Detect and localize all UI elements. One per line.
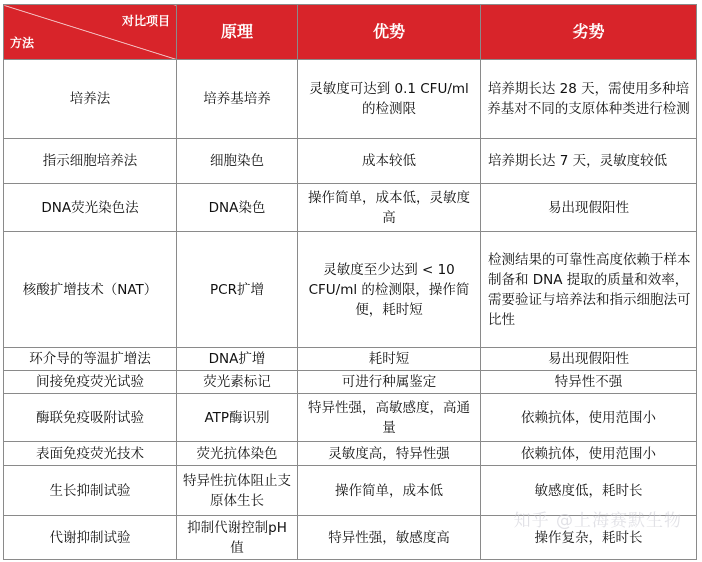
corner-method-label: 方法 xyxy=(10,36,35,50)
table-row xyxy=(4,516,697,560)
watermark-text: 知乎 @上海赛默生物 xyxy=(513,511,682,531)
principle-cell: 荧光抗体染色 xyxy=(177,442,298,466)
advantage-cell: 耗时短 xyxy=(298,348,481,371)
advantage-cell: 灵敏度高，特异性强 xyxy=(298,442,481,466)
method-cell: 代谢抑制试验 xyxy=(4,516,177,560)
principle-cell: 细胞染色 xyxy=(177,139,298,184)
method-cell: DNA荧光染色法 xyxy=(4,184,177,232)
method-cell: 培养法 xyxy=(4,60,177,139)
header-principle: 原理 xyxy=(177,5,298,60)
method-cell: 核酸扩增技术（NAT） xyxy=(4,232,177,348)
corner-header-cell xyxy=(4,5,177,60)
table-row xyxy=(4,232,697,348)
disadvantage-cell: 依赖抗体，使用范围小 xyxy=(481,394,697,442)
table-row xyxy=(4,139,697,184)
disadvantage-cell: 特异性不强 xyxy=(481,371,697,394)
principle-cell: PCR扩增 xyxy=(177,232,298,348)
table-row xyxy=(4,394,697,442)
advantage-cell: 灵敏度至少达到 < 10 CFU/ml 的检测限，操作简便，耗时短 xyxy=(298,232,481,348)
disadvantage-cell: 易出现假阳性 xyxy=(481,184,697,232)
advantage-cell: 可进行种属鉴定 xyxy=(298,371,481,394)
advantage-cell: 操作简单，成本低 xyxy=(298,466,481,516)
advantage-cell: 特异性强，高敏感度，高通量 xyxy=(298,394,481,442)
disadvantage-cell: 检测结果的可靠性高度依赖于样本制备和 DNA 提取的质量和效率，需要验证与培养法和指示细胞法可比性 xyxy=(481,232,697,348)
principle-cell: 培养基培养 xyxy=(177,60,298,139)
comparison-table xyxy=(3,4,697,560)
advantage-cell: 灵敏度可达到 0.1 CFU/ml 的检测限 xyxy=(298,60,481,139)
principle-cell: DNA扩增 xyxy=(177,348,298,371)
method-cell: 表面免疫荧光技术 xyxy=(4,442,177,466)
table-row xyxy=(4,184,697,232)
header-advantages: 优势 xyxy=(298,5,481,60)
header-disadvantages: 劣势 xyxy=(481,5,697,60)
principle-cell: 抑制代谢控制pH值 xyxy=(177,516,298,560)
header-row xyxy=(4,5,697,60)
disadvantage-cell: 培养期长达 7 天，灵敏度较低 xyxy=(481,139,697,184)
disadvantage-cell: 依赖抗体，使用范围小 xyxy=(481,442,697,466)
principle-cell: 荧光素标记 xyxy=(177,371,298,394)
method-cell: 间接免疫荧光试验 xyxy=(4,371,177,394)
method-cell: 酶联免疫吸附试验 xyxy=(4,394,177,442)
disadvantage-cell: 培养期长达 28 天，需使用多种培养基对不同的支原体种类进行检测 xyxy=(481,60,697,139)
principle-cell: DNA染色 xyxy=(177,184,298,232)
table-row xyxy=(4,371,697,394)
principle-cell: ATP酶识别 xyxy=(177,394,298,442)
advantage-cell: 成本较低 xyxy=(298,139,481,184)
table-row xyxy=(4,348,697,371)
advantage-cell: 特异性强，敏感度高 xyxy=(298,516,481,560)
table-row xyxy=(4,466,697,516)
method-cell: 指示细胞培养法 xyxy=(4,139,177,184)
method-cell: 环介导的等温扩增法 xyxy=(4,348,177,371)
disadvantage-cell: 易出现假阳性 xyxy=(481,348,697,371)
table-row xyxy=(4,442,697,466)
disadvantage-cell: 敏感度低，耗时长 xyxy=(481,466,697,516)
table-row xyxy=(4,60,697,139)
comparison-table-container xyxy=(3,4,696,560)
advantage-cell: 操作简单，成本低，灵敏度高 xyxy=(298,184,481,232)
corner-compare-item-label: 对比项目 xyxy=(121,14,170,28)
principle-cell: 特异性抗体阻止支原体生长 xyxy=(177,466,298,516)
method-cell: 生长抑制试验 xyxy=(4,466,177,516)
disadvantage-cell: 操作复杂，耗时长 xyxy=(481,516,697,560)
